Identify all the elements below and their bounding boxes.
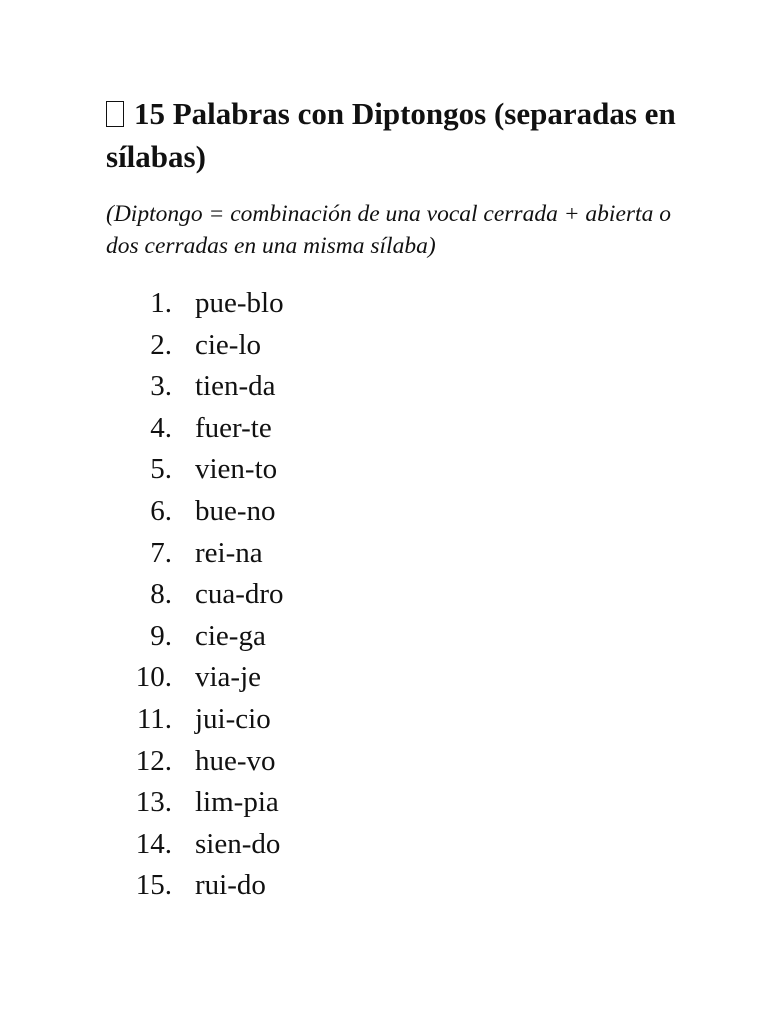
list-item-number: 6. xyxy=(150,494,172,527)
list-item-number: 4. xyxy=(150,411,172,444)
list-item xyxy=(106,533,706,575)
list-item-word: bue-no xyxy=(195,494,276,527)
list-item-number: 9. xyxy=(150,619,172,652)
list-item-number: 10. xyxy=(135,661,172,694)
list-item xyxy=(106,782,706,824)
list-item-number: 1. xyxy=(150,287,172,319)
list-item xyxy=(106,283,706,325)
list-item-number: 7. xyxy=(150,536,172,569)
list-item-number: 3. xyxy=(150,370,172,403)
list-item xyxy=(106,325,706,367)
list-item-number: 13. xyxy=(135,786,172,819)
list-item-word: cua-dro xyxy=(195,578,284,611)
list-item xyxy=(106,824,706,866)
list-item xyxy=(106,408,706,450)
list-item-word: sien-do xyxy=(195,827,281,860)
list-item-word: hue-vo xyxy=(195,744,276,777)
list-item xyxy=(106,574,706,616)
list-item xyxy=(106,616,706,658)
list-item-number: 12. xyxy=(135,744,172,777)
list-item-word: vien-to xyxy=(195,453,278,486)
list-item xyxy=(106,491,706,533)
list-item-word: rei-na xyxy=(195,536,263,569)
diptongo-definition: (Diptongo = combinación de una vocal cerrada + abierta o dos cerradas en una misma sílaba) xyxy=(106,201,671,259)
list-item-word: pue-blo xyxy=(195,287,284,319)
list-item-word: cie-ga xyxy=(195,619,266,652)
missing-glyph-icon xyxy=(106,101,124,127)
list-item-word: fuer-te xyxy=(195,411,272,444)
list-item-number: 5. xyxy=(150,453,172,486)
list-item-number: 2. xyxy=(150,328,172,361)
list-item xyxy=(106,741,706,783)
list-item-word: lim-pia xyxy=(195,786,279,819)
list-item-word: tien-da xyxy=(195,370,276,403)
list-item-number: 14. xyxy=(135,827,172,860)
list-item-number: 11. xyxy=(136,702,172,735)
list-item-word: jui-cio xyxy=(195,702,271,735)
list-item xyxy=(106,366,706,408)
document-page xyxy=(106,92,706,907)
document-title-text: 15 Palabras con Diptongos (separadas en sílabas) xyxy=(106,96,676,174)
list-item xyxy=(106,449,706,491)
list-item-word: cie-lo xyxy=(195,328,262,361)
list-item-number: 15. xyxy=(135,869,172,902)
word-list xyxy=(106,283,706,907)
list-item xyxy=(106,865,706,907)
list-item-word: via-je xyxy=(195,661,262,694)
list-item-number: 8. xyxy=(150,578,172,611)
document-title xyxy=(106,92,706,178)
list-item xyxy=(106,657,706,699)
list-item-word: rui-do xyxy=(195,869,266,902)
list-item xyxy=(106,699,706,741)
